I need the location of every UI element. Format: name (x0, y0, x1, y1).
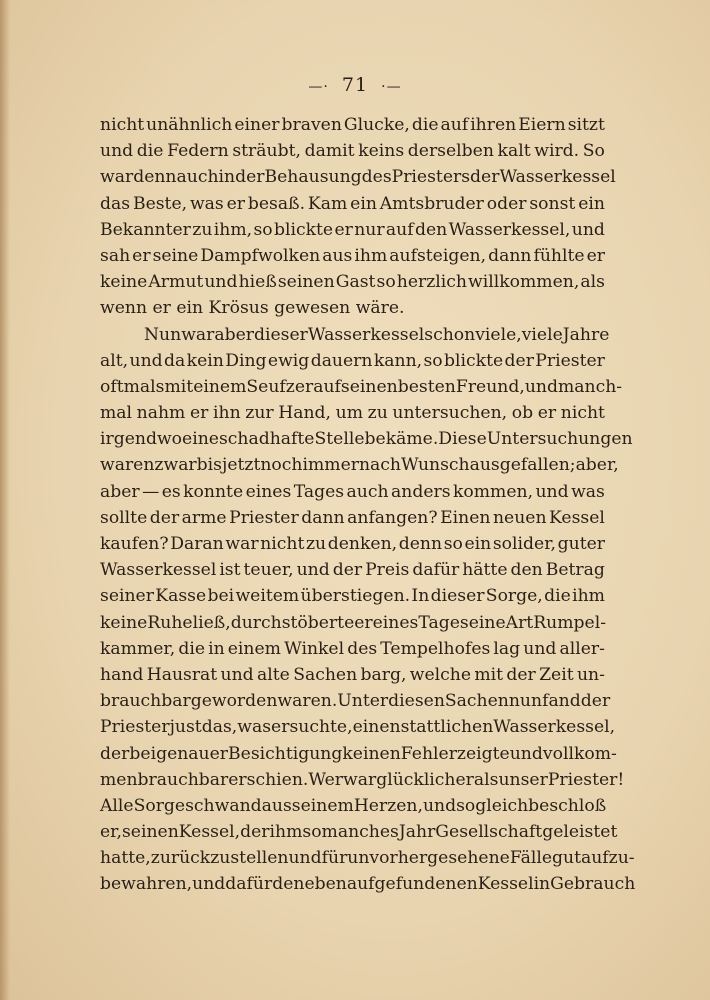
text-line: Nun war aber dieser Wasserkessel schon viele, viele Jahre (144, 324, 610, 345)
text-line: nicht unähnlich einer braven Glucke, die auf ihren Eiern sitzt (100, 115, 605, 135)
text-line: das Beste, was er besaß. Kam ein Amtsbruder oder sonst ein (100, 193, 605, 214)
text-line: keine Armut und hieß seinen Gast so herzlich willkommen, als (100, 272, 605, 293)
header-ornament-right: ·— (381, 79, 402, 95)
text-line: Bekannter zu ihm, so blickte er nur auf den Wasserkessel, und (100, 219, 605, 240)
text-line: kammer, die in einem Winkel des Tempelhofes lag und aller- (100, 638, 605, 659)
text-line: oftmals mit einem Seufzer auf seinen besten Freund, und manch- (100, 376, 623, 397)
text-line: Wasserkessel ist teuer, und der Preis dafür hätte den Betrag (100, 560, 605, 581)
text-line: brauchbar geworden waren. Unter diesen Sachen nun fand der (100, 691, 611, 712)
text-line: hand Hausrat und alte Sachen barg, welche mit der Zeit un- (100, 664, 605, 685)
page-binding-edge (0, 0, 10, 1000)
header-ornament-left: —· (308, 79, 329, 95)
text-line: sollte der arme Priester dann anfangen? Einen neuen Kessel (100, 507, 605, 528)
text-line: und die Federn sträubt, damit keins derselben kalt wird. So (100, 141, 605, 162)
text-line: alt, und da kein Ding ewig dauern kann, so blickte der Priester (100, 350, 605, 371)
text-line: wenn er ein Krösus gewesen wäre. (100, 298, 405, 319)
text-line: irgendwo eine schadhafte Stelle bekäme. Diese Untersuchungen (100, 429, 633, 450)
text-line: sah er seine Dampfwolken aus ihm aufsteigen, dann fühlte er (100, 245, 605, 266)
text-line: men brauchbar erschien. Wer war glücklicher als unser Priester! (100, 769, 625, 790)
page-number: 71 (341, 74, 369, 96)
text-line: Priester just das, was er suchte, einen stattlichen Wasserkessel, (100, 717, 616, 738)
paragraph (100, 112, 616, 322)
text-line: bewahren, und dafür den eben aufgefundenen Kessel in Gebrauch (100, 874, 636, 895)
text-line: waren zwar bis jetzt noch immer nach Wunsch ausgefallen; aber, (100, 455, 619, 476)
text-line: hatte, zurückzustellen und für unvorhergesehene Fälle gut aufzu- (100, 848, 635, 869)
text-line: der bei genauer Besichtigung keinen Fehler zeigte und vollkom- (100, 743, 617, 764)
text-line: mal nahm er ihn zur Hand, um zu untersuchen, ob er nicht (100, 403, 605, 424)
text-line: kaufen? Daran war nicht zu denken, denn so ein solider, guter (100, 534, 605, 554)
text-line: war denn auch in der Behausung des Priesters der Wasserkessel (100, 167, 616, 188)
text-line: seiner Kasse bei weitem überstiegen. In dieser Sorge, die ihm (100, 586, 605, 607)
page-header (0, 74, 710, 96)
text-line: er, seinen Kessel, der ihm so manches Jahr Gesellschaft geleistet (100, 822, 618, 843)
text-line: keine Ruhe ließ, durchstöberte er eines Tages eine Art Rumpel- (100, 612, 607, 633)
text-line: aber — es konnte eines Tages auch anders kommen, und was (100, 481, 605, 502)
body-text (100, 112, 636, 898)
paragraph (100, 322, 636, 898)
text-line: Alle Sorge schwand aus seinem Herzen, und sogleich beschloß (100, 795, 607, 816)
